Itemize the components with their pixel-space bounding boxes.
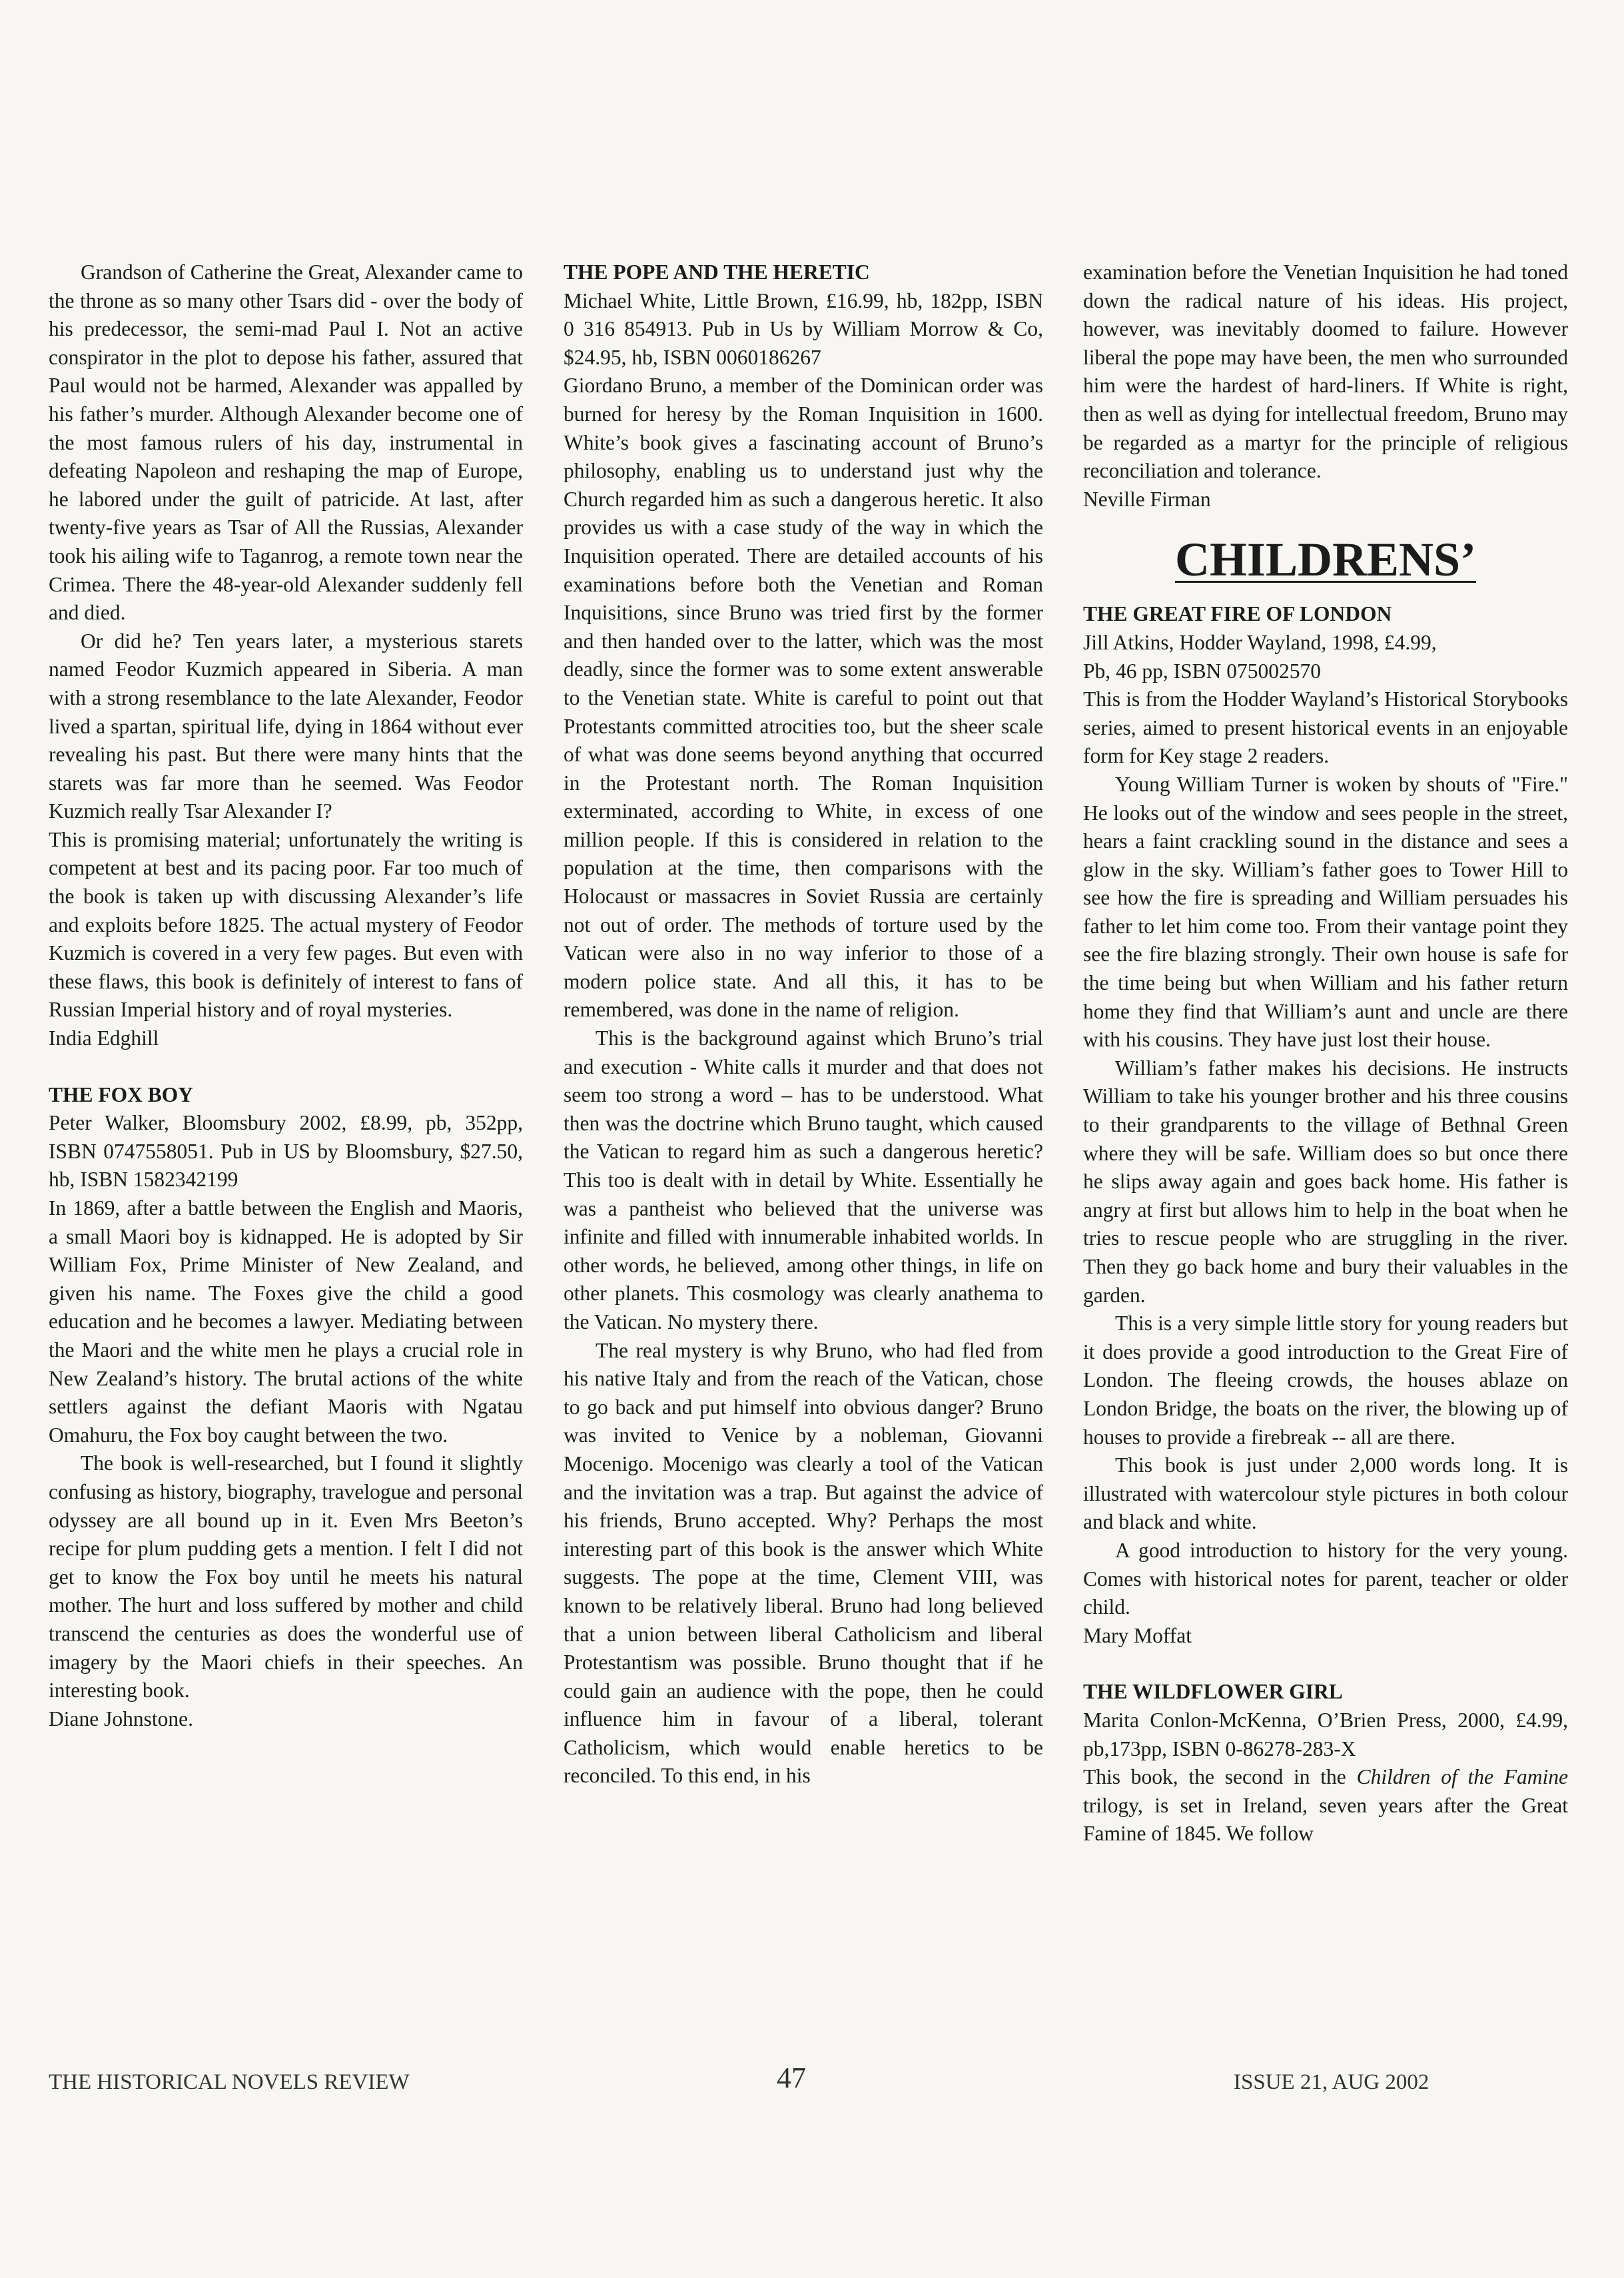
footer-issue: ISSUE 21, AUG 2002 [1234, 2070, 1429, 2094]
review-paragraph: Grandson of Catherine the Great, Alexander came to the throne as so many other Tsars did - over the body of his predecessor, the semi-mad Paul I. Not an active conspirator in the plot to depose his father, assured that Paul would not be harmed, Alexander was appalled by his father’s murder. Although Alexander become one of the most famous rulers of his day, instrumental in defeating Napoleon and reshaping the map of Europe, he labored under the guilt of patricide. At last, after twenty-five years as Tsar of All the Russias, Alexander took his ailing wife to Taganrog, a remote town near the Crimea. There the 48-year-old Alexander suddenly fell and died. [49, 260, 523, 625]
footer-publication: THE HISTORICAL NOVELS REVIEW [49, 2070, 410, 2094]
review-paragraph: William’s father makes his decisions. He instructs William to take his younger brother and his three cousins to their grandparents to the village of Bethnal Green where they will be safe. William does so but once there he slips away again and goes back home. His father is angry at first but allows him to help in the boat when he tries to rescue people who are struggling in the river. Then they go back home and bury their valuables in the garden. [1083, 1056, 1568, 1307]
reviewer-name: India Edghill [49, 1026, 159, 1050]
review-paragraph: This is from the Hodder Wayland’s Historical Storybooks series, aimed to present historical events in an enjoyable form for Key stage 2 readers. [1083, 687, 1568, 768]
series-title: Children of the Famine [1356, 1765, 1568, 1789]
review-paragraph: This is promising material; unfortunately the writing is competent at best and its pacing poor. Far too much of the book is taken up with discussing Alexander’s life and exploits before 1825. The actual mystery of Feodor Kuzmich is covered in a very few pages. But even with these flaws, this book is definitely of interest to fans of Russian Imperial history and of royal mysteries. [49, 827, 523, 1022]
review-title: THE FOX BOY [49, 1082, 194, 1106]
review-biblio: Jill Atkins, Hodder Wayland, 1998, £4.99, [1083, 630, 1437, 654]
review-paragraph: Or did he? Ten years later, a mysterious starets named Feodor Kuzmich appeared in Siberia. A man with a strong resemblance to the late Alexander, Feodor lived a spartan, spiritual life, dying in 1864 without ever revealing his past. But there were many hints that the starets was far more than he seemed. Was Feodor Kuzmich really Tsar Alexander I? [49, 629, 523, 823]
review-paragraph: The real mystery is why Bruno, who had fled from his native Italy and from the reach of the Vatican, chose to go back and put himself into obvious danger? Bruno was invited to Venice by a nobleman, Giovanni Mocenigo. Mocenigo was clearly a tool of the Vatican and the invitation was a trap. But against the advice of his friends, Bruno accepted. Why? Perhaps the most interesting part of this book is the answer which White suggests. The pope at the time, Clement VIII, was known to be relatively liberal. Bruno had long believed that a union between liberal Catholicism and liberal Protestantism was possible. Bruno thought that if he could gain an audience with the pope, then he could influence him in favour of a liberal, tolerant Catholicism, which would enable heretics to be reconciled. To this end, in his [564, 1338, 1043, 1788]
review-title: THE GREAT FIRE OF LONDON [1083, 602, 1392, 626]
column-2 [564, 258, 1043, 1790]
review-paragraph: In 1869, after a battle between the English and Maoris, a small Maori boy is kidnapped. He is adopted by Sir William Fox, Prime Minister of New Zealand, and given his name. The Foxes give the child a good education and he becomes a lawyer. Mediating between the Maori and the white men he plays a crucial role in New Zealand’s history. The brutal actions of the white settlers against the defiant Maoris with Ngatau Omahuru, the Fox boy caught between the two. [49, 1196, 523, 1447]
review-title: THE POPE AND THE HERETIC [564, 260, 870, 284]
review-biblio: Pb, 46 pp, ISBN 075002570 [1083, 659, 1322, 683]
reviewer-name: Neville Firman [1083, 487, 1211, 511]
review-text: trilogy, is set in Ireland, seven years after the Great Famine of 1845. We follow [1083, 1793, 1568, 1846]
review-title: THE WILDFLOWER GIRL [1083, 1680, 1343, 1704]
review-paragraph [1083, 1763, 1568, 1848]
review-biblio: Marita Conlon-McKenna, O’Brien Press, 2000, £4.99, pb,173pp, ISBN 0-86278-283-X [1083, 1708, 1568, 1760]
review-paragraph: This is a very simple little story for young readers but it does provide a good introduction to the Great Fire of London. The fleeing crowds, the houses ablaze on London Bridge, the boats on the river, the blowing up of houses to provide a firebreak -- all are there. [1083, 1312, 1568, 1449]
review-paragraph: Giordano Bruno, a member of the Dominican order was burned for heresy by the Roman Inquisition in 1600. White’s book gives a fascinating account of Bruno’s philosophy, enabling us to understand just why the Church regarded him as such a dangerous heretic. It also provides us with a case study of the way in which the Inquisition operated. There are detailed accounts of his examinations before both the Venetian and Roman Inquisitions, since Bruno was tried first by the former and then handed over to the latter, which was the most deadly, since the former was to some extent answerable to the Venetian state. White is careful to point out that Protestants committed atrocities too, but the sheer scale of what was done seems beyond anything that occurred in the Protestant north. The Roman Inquisition exterminated, according to White, in excess of one million people. If this is considered in relation to the population at the time, then comparisons with the Holocaust or massacres in Soviet Russia are certainly not out of order. The methods of torture used by the Vatican were also in no way inferior to those of a modern police state. And all this, it has to be remembered, was done in the name of religion. [564, 374, 1043, 1022]
review-paragraph: Young William Turner is woken by shouts of "Fire." He looks out of the window and sees people in the street, hears a faint crackling sound in the distance and sees a glow in the sky. William’s father goes to Tower Hill to see how the fire is spreading and William persuades his father to let him come too. From their vantage point they see the fire blazing strongly. Their own house is safe for the time being but when William and his father return home they find that William’s aunt and uncle are there with his cousins. They have just lost their house. [1083, 772, 1568, 1052]
column-3 [1083, 258, 1568, 1848]
review-text: This book, the second in the [1083, 1765, 1357, 1789]
page-number: 47 [777, 2062, 806, 2094]
review-paragraph: The book is well-researched, but I found it slightly confusing as history, biography, travelogue and personal odyssey are all bound up in it. Even Mrs Beeton’s recipe for plum pudding gets a mention. I felt I did not get to know the Fox boy until he meets his natural mother. The hurt and loss suffered by mother and child transcend the centuries as does the wonderful use of imagery by the Maori chiefs in their speeches. An interesting book. [49, 1451, 523, 1703]
review-biblio: Michael White, Little Brown, £16.99, hb, 182pp, ISBN 0 316 854913. Pub in Us by William Morrow & Co, $24.95, hb, ISBN 0060186267 [564, 288, 1043, 369]
review-paragraph: A good introduction to history for the very young. Comes with historical notes for parent, teacher or older child. [1083, 1538, 1568, 1619]
reviewer-name: Diane Johnstone. [49, 1707, 193, 1730]
review-biblio: Peter Walker, Bloomsbury 2002, £8.99, pb, 352pp, ISBN 0747558051. Pub in US by Bloomsbury, $27.50, hb, ISBN 1582342199 [49, 1111, 523, 1192]
review-paragraph: examination before the Venetian Inquisition he had toned down the radical nature of his ideas. His project, however, was inevitably doomed to failure. However liberal the pope may have been, the men who surrounded him were the hardest of hard-liners. If White is right, then as well as dying for intellectual freedom, Bruno may be regarded as a martyr for the principle of religious reconciliation and tolerance. [1083, 260, 1568, 483]
section-heading: CHILDRENS’ [1174, 533, 1477, 587]
review-paragraph: This is the background against which Bruno’s trial and execution - White calls it murder and that does not seem too strong a word – has to be understood. What then was the doctrine which Bruno taught, which caused the Vatican to regard him as such a dangerous heretic? This too is dealt with in detail by White. Essentially he was a pantheist who believed that the universe was infinite and filled with innumerable inhabited worlds. In other words, he believed, among other things, in life on other planets. This cosmology was clearly anathema to the Vatican. No mystery there. [564, 1026, 1043, 1333]
column-1 [49, 258, 523, 1733]
reviewer-name: Mary Moffat [1083, 1623, 1192, 1647]
review-paragraph: This book is just under 2,000 words long. It is illustrated with watercolour style pictures in both colour and black and white. [1083, 1453, 1568, 1534]
